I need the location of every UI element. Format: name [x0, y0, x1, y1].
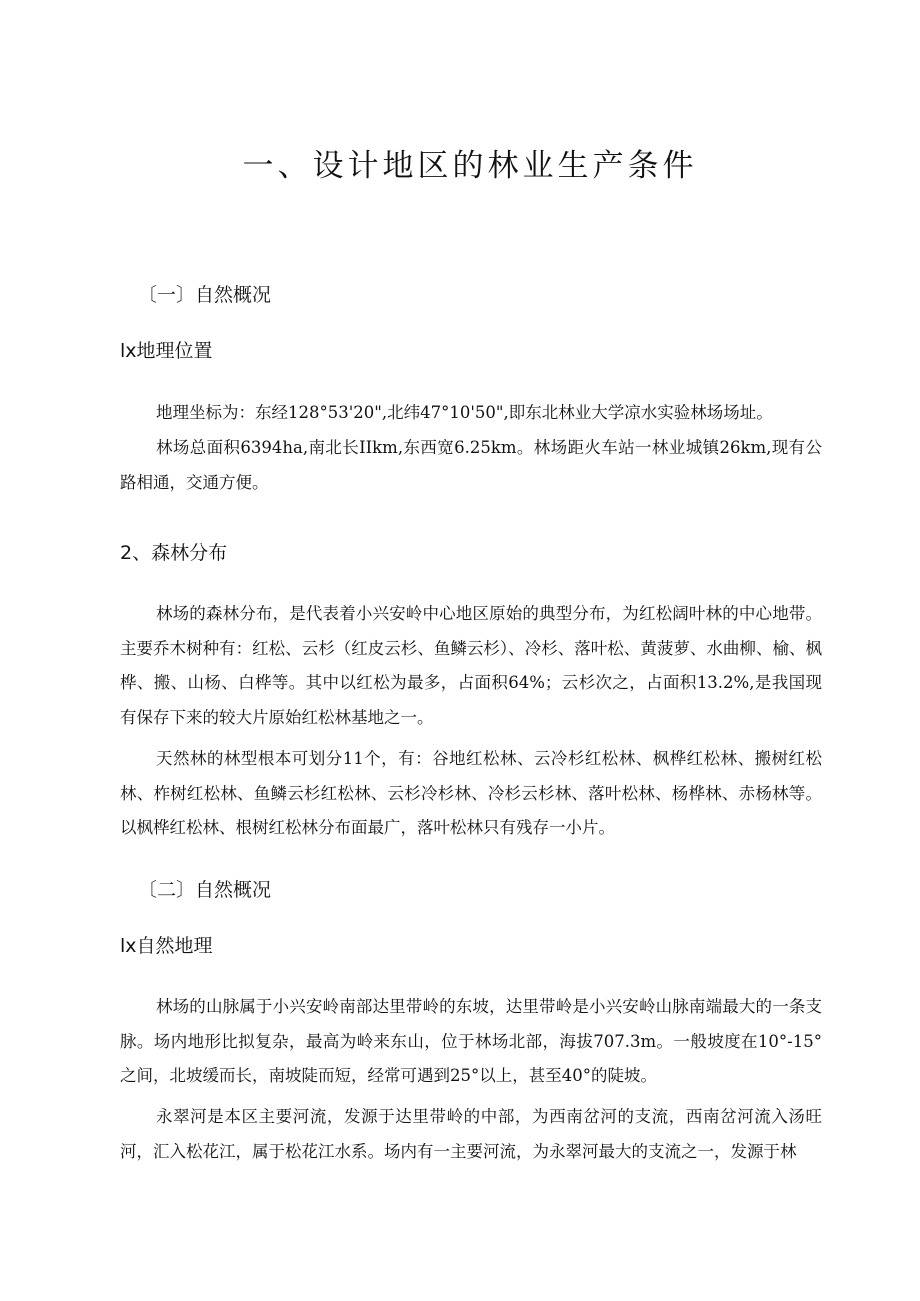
subsection-heading-natural-geography: lx自然地理 [120, 935, 213, 957]
paragraph-area: 林场总面积6394ha,南北长IIkm,东西宽6.25km。林场距火车站一林业城镇26km,现有公路相通，交通方便。 [120, 438, 822, 492]
subsection-heading-geography: lx地理位置 [120, 340, 213, 362]
paragraph-forest-distribution: 林场的森林分布，是代表着小兴安岭中心地区原始的典型分布，为红松阔叶林的中心地带。主要乔木树种有：红松、云杉（红皮云杉、鱼鳞云杉）、冷杉、落叶松、黄菠萝、水曲柳、榆、枫桦、搬、山杨、白桦等。其中以红松为最多，占面积64%；云杉次之，占面积13.2%,是我国现有保存下来的较大片原始红松林基地之一。 [120, 604, 822, 727]
section-heading-1: 〔一〕自然概况 [138, 284, 272, 306]
section-heading-2: 〔二〕自然概况 [138, 879, 272, 901]
page-title: 一、设计地区的林业生产条件 [242, 148, 698, 184]
paragraph-coordinates: 地理坐标为：东经128°53'20",北纬47°10'50",即东北林业大学凉水实验林场场址。 [156, 403, 773, 422]
subsection-heading-forest: 2、森林分布 [120, 542, 228, 564]
paragraph-rivers: 永翠河是本区主要河流，发源于达里带岭的中部，为西南岔河的支流，西南岔河流入汤旺河，汇入松花江，属于松花江水系。场内有一主要河流，为永翠河最大的支流之一，发源于林 [120, 1107, 822, 1161]
paragraph-mountains: 林场的山脉属于小兴安岭南部达里带岭的东坡，达里带岭是小兴安岭山脉南端最大的一条支脉。场内地形比拟复杂，最高为岭来东山，位于林场北部，海拔707.3m。一般坡度在10°-15°之间，北坡缓而长，南坡陡而短，经常可遇到25°以上，甚至40°的陡坡。 [120, 997, 822, 1085]
paragraph-forest-types: 天然林的林型根本可划分11个，有：谷地红松林、云冷杉红松林、枫桦红松林、搬树红松林、柞树红松林、鱼鳞云杉红松林、云杉冷杉林、冷杉云杉林、落叶松林、杨桦林、赤杨林等。以枫桦红松林、根树红松林分布面最广，落叶松林只有残存一小片。 [120, 749, 822, 837]
